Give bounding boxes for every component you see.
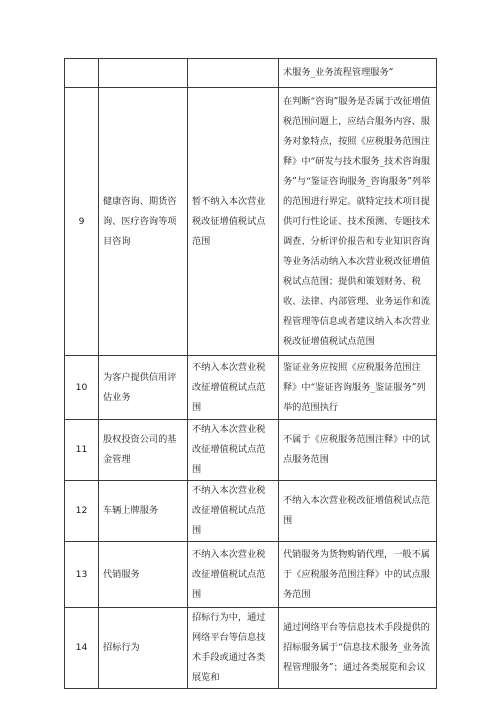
- row-number: 11: [65, 420, 99, 481]
- item-cell: [99, 59, 188, 88]
- table-row: [65, 542, 437, 608]
- scope-cell: 不纳入本次营业税改征增值税试点范围: [188, 356, 279, 420]
- note-cell: 术服务_业务流程管理服务”: [279, 59, 437, 88]
- scope-cell: [188, 59, 279, 88]
- row-number: 14: [65, 608, 99, 689]
- table-row: [65, 420, 437, 481]
- scope-cell: 暂不纳入本次营业税改征增值税试点范围: [188, 88, 279, 356]
- table-row: [65, 481, 437, 542]
- item-cell: 代销服务: [99, 542, 188, 608]
- item-cell: 车辆上牌服务: [99, 481, 188, 542]
- note-cell: 不纳入本次营业税改征增值税试点范围: [279, 481, 437, 542]
- note-cell: 鉴证业务应按照《应税服务范围注释》中“鉴证咨询服务_鉴证服务”列举的范围执行: [279, 356, 437, 420]
- row-number: 13: [65, 542, 99, 608]
- note-cell: 不属于《应税服务范围注释》中的试点服务范围: [279, 420, 437, 481]
- note-cell: 通过网络平台等信息技术手段提供的招标服务属于“信息技术服务_业务流程管理服务”；通过各类展览和会议: [279, 608, 437, 689]
- scope-cell: 不纳入本次营业税改征增值税试点范围: [188, 420, 279, 481]
- table-row: [65, 608, 437, 689]
- row-number: 9: [65, 88, 99, 356]
- tax-scope-table: [64, 58, 437, 689]
- note-cell: 代销服务为货物购销代理，一般不属于《应税服务范围注释》中的试点服务范围: [279, 542, 437, 608]
- row-number: 10: [65, 356, 99, 420]
- row-number: [65, 59, 99, 88]
- scope-cell: 招标行为中，通过网络平台等信息技术手段或通过各类展览和: [188, 608, 279, 689]
- item-cell: 为客户提供信用评估业务: [99, 356, 188, 420]
- note-cell: 在判断“咨询”服务是否属于改征增值税范围问题上，应结合服务内容、服务对象特点，按照《应税服务范围注释》中“研发与技术服务_技术咨询服务”与“鉴证咨询服务_咨询服务”列举的范围进行界定。就特定技术项目提供可行性论证、技术预测、专题技术调查、分析评价报告和专业知识咨询等业务活动纳入本次营业税改征增值税试点范围；提供和策划财务、税收、法律、内部管理、业务运作和流程管理等信息或者建议纳入本次营业税改征增值税试点范围: [279, 88, 437, 356]
- item-cell: 招标行为: [99, 608, 188, 689]
- table-row: [65, 59, 437, 88]
- scope-cell: 不纳入本次营业税改征增值税试点范围: [188, 542, 279, 608]
- table-row: [65, 88, 437, 356]
- scope-cell: 不纳入本次营业税改征增值税试点范围: [188, 481, 279, 542]
- item-cell: 健康咨询、期货咨询、医疗咨询等项目咨询: [99, 88, 188, 356]
- item-cell: 股权投资公司的基金管理: [99, 420, 188, 481]
- row-number: 12: [65, 481, 99, 542]
- table-row: [65, 356, 437, 420]
